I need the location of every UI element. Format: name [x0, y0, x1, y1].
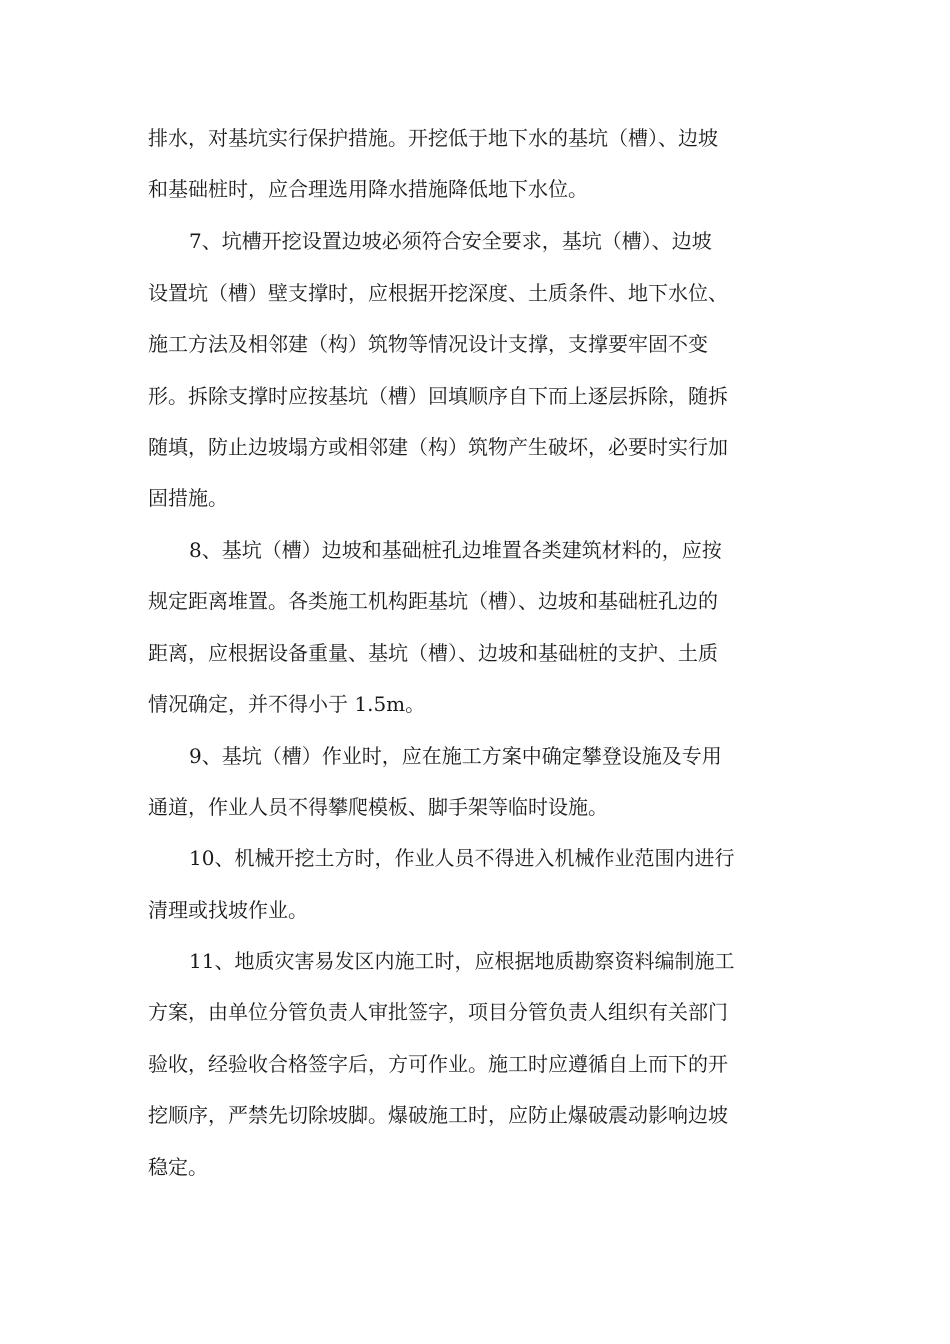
text-line: 随填，防止边坡塌方或相邻建（构）筑物产生破坏，必要时实行加	[148, 435, 728, 459]
text-line: 通道，作业人员不得攀爬模板、脚手架等临时设施。	[148, 795, 608, 819]
text-line: 清理或找坡作业。	[148, 898, 308, 922]
text-line: 和基础桩时，应合理选用降水措施降低地下水位。	[148, 177, 588, 201]
text-line: 规定距离堆置。各类施工机构距基坑（槽）、边坡和基础桩孔边的	[148, 589, 718, 613]
text-line: 排水，对基坑实行保护措施。开挖低于地下水的基坑（槽）、边坡	[148, 126, 718, 150]
text-line: 方案，由单位分管负责人审批签字，项目分管负责人组织有关部门	[148, 1000, 728, 1024]
text-line: 9、基坑（槽）作业时，应在施工方案中确定攀登设施及专用	[189, 744, 722, 768]
text-line: 验收，经验收合格签字后，方可作业。施工时应遵循自上而下的开	[148, 1052, 728, 1076]
text-line: 7、坑槽开挖设置边坡必须符合安全要求，基坑（槽）、边坡	[189, 229, 712, 253]
text-line: 距离，应根据设备重量、基坑（槽）、边坡和基础桩的支护、土质	[148, 641, 718, 665]
text-line: 固措施。	[148, 486, 228, 510]
text-line: 挖顺序，严禁先切除坡脚。爆破施工时，应防止爆破震动影响边坡	[148, 1103, 728, 1127]
text-line: 情况确定，并不得小于 1.5m。	[148, 692, 426, 716]
text-line: 形。拆除支撑时应按基坑（槽）回填顺序自下而上逐层拆除，随拆	[148, 384, 728, 408]
text-line: 8、基坑（槽）边坡和基础桩孔边堆置各类建筑材料的，应按	[189, 538, 722, 562]
text-line: 11、地质灾害易发区内施工时，应根据地质勘察资料编制施工	[189, 949, 735, 973]
text-line: 10、机械开挖土方时，作业人员不得进入机械作业范围内进行	[189, 846, 735, 870]
text-line: 施工方法及相邻建（构）筑物等情况设计支撑，支撑要牢固不变	[148, 332, 708, 356]
text-line: 稳定。	[148, 1155, 208, 1179]
text-line: 设置坑（槽）壁支撑时，应根据开挖深度、土质条件、地下水位、	[148, 281, 728, 305]
